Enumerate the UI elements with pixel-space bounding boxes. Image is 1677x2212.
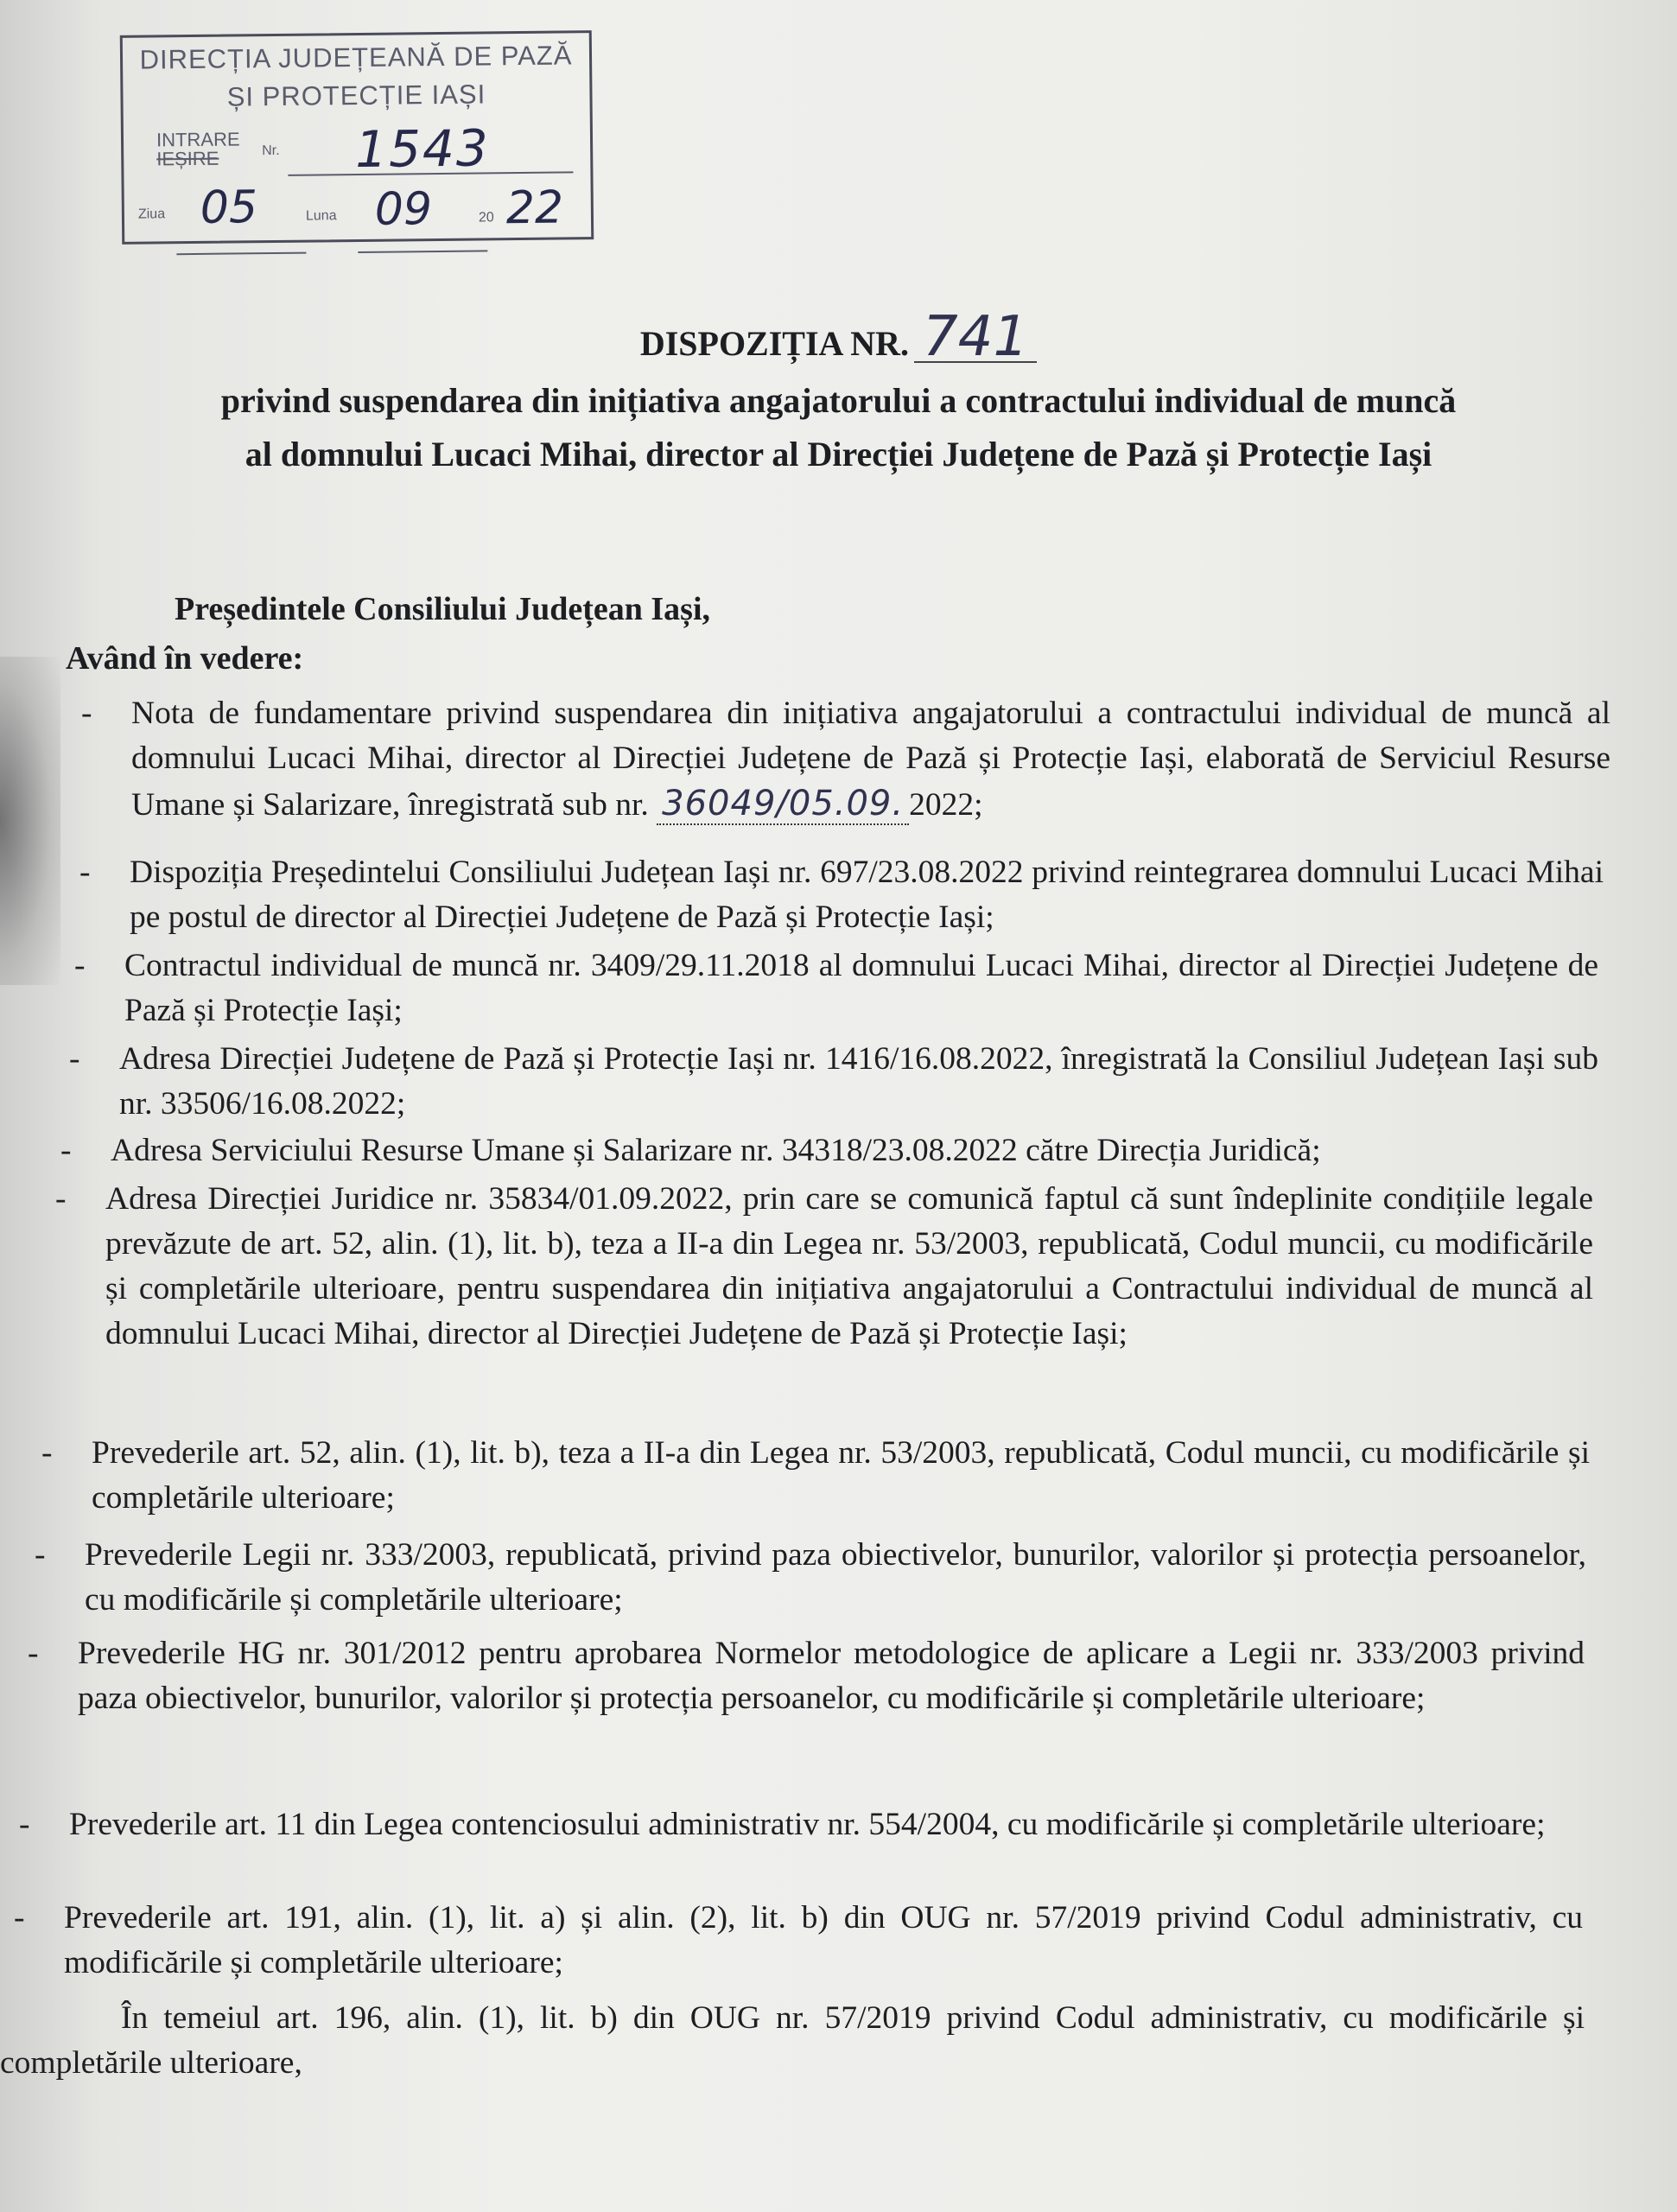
list-item-text: Prevederile art. 11 din Legea contenciosului administrativ nr. 554/2004, cu modificările și completările ulterioare; — [69, 1807, 1546, 1842]
list-dash: - — [55, 1181, 67, 1217]
handwritten-registration-number: 36049/05.09. — [657, 784, 909, 825]
registration-stamp — [120, 30, 594, 245]
title-subject-line1: privind suspendarea din inițiativa angajatorului a contractului individual de muncă — [220, 381, 1457, 420]
stamp-intrare-label: INTRARE — [156, 128, 240, 151]
list-item-text: Prevederile art. 191, alin. (1), lit. a) și alin. (2), lit. b) din OUG nr. 57/2019 privind Codul administrativ, cu modificările și completările ulterioare; — [64, 1900, 1583, 1980]
list-item — [14, 1896, 1583, 1986]
list-item — [35, 1533, 1586, 1623]
stamp-month-label: Luna — [305, 208, 337, 224]
title-subject-line2: al domnului Lucaci Mihai, director al Direcției Județene de Pază și Protecție Iași — [245, 435, 1432, 474]
list-item-text: Prevederile art. 52, alin. (1), lit. b), teza a II-a din Legea nr. 53/2003, republicată, Codul muncii, cu modificările și completările ulterioare; — [92, 1435, 1590, 1516]
president-heading: Președintele Consiliului Județean Iași, — [175, 591, 711, 627]
list-item-text: Contractul individual de muncă nr. 3409/29.11.2018 al domnului Lucaci Mihai, director al Direcției Județene de Pază și Protecție Iași; — [124, 948, 1598, 1028]
list-dash: - — [14, 1900, 25, 1936]
title-label: DISPOZIȚIA NR. — [639, 324, 910, 363]
list-item-text: Adresa Direcției Juridice nr. 35834/01.09.2022, prin care se comunică faptul că sunt îndeplinite condițiile legale prevăzute de art. 52, alin. (1), lit. b), teza a II-a din Legea nr. 53/2003, republicată, Codul muncii, cu modificările și completările ulterioare, pentru suspendarea din inițiativa angajatorului a Contractului individual de muncă al domnului Lucaci Mihai, director al Direcției Județene de Pază și Protecție Iași; — [105, 1181, 1593, 1351]
list-item — [79, 850, 1604, 940]
stamp-direction — [156, 130, 240, 168]
list-dash: - — [41, 1435, 53, 1471]
stamp-registration-number: 1543 — [354, 118, 491, 180]
list-item-text: Adresa Serviciului Resurse Umane și Salarizare nr. 34318/23.08.2022 către Direcția Juridică; — [111, 1133, 1321, 1168]
list-dash: - — [35, 1537, 46, 1573]
list-dash: - — [81, 696, 92, 731]
list-item — [74, 944, 1598, 1033]
list-item-text: Dispoziția Președintelui Consiliului Județean Iași nr. 697/23.08.2022 privind reintegrarea domnului Lucaci Mihai pe postul de director al Direcției Județene de Pază și Protecție Iași; — [130, 855, 1604, 935]
list-dash: - — [60, 1133, 72, 1168]
page-shadow — [0, 657, 60, 985]
disposition-number: 741 — [914, 313, 1037, 363]
list-item — [69, 1037, 1598, 1127]
list-dash: - — [69, 1041, 80, 1077]
stamp-month-value: 09 — [374, 183, 433, 236]
list-item-text: Prevederile Legii nr. 333/2003, republicată, privind paza obiectivelor, bunurilor, valorilor și protecția persoanelor, cu modificările și completările ulterioare; — [85, 1537, 1586, 1618]
list-item-text: Nota de fundamentare privind suspendarea din inițiativa angajatorului a contractului individual de muncă al domnului Lucaci Mihai, director al Direcției Județene de Pază și Protecție Iași, elaborată de Serviciul Resurse Umane și Salarizare, înregistrată sub nr. — [131, 696, 1610, 823]
stamp-institution-line1: DIRECȚIA JUDEȚEANĂ DE PAZĂ — [139, 40, 573, 75]
stamp-iesire-label: IEȘIRE — [156, 147, 219, 170]
stamp-year-prefix: 20 — [478, 210, 494, 226]
document-title — [0, 305, 1677, 369]
list-dash: - — [19, 1807, 30, 1842]
considering-heading: Având în vedere: — [66, 640, 304, 677]
list-item-text: Adresa Direcției Județene de Pază și Protecție Iași nr. 1416/16.08.2022, înregistrată la Consiliul Județean Iași sub nr. 33506/16.08.2022; — [119, 1041, 1598, 1122]
list-item — [28, 1631, 1585, 1721]
list-item — [60, 1128, 1597, 1173]
list-item-text-end: 2022; — [909, 787, 983, 823]
list-item — [81, 691, 1610, 828]
list-dash: - — [28, 1636, 39, 1671]
list-dash: - — [74, 948, 86, 983]
list-dash: - — [79, 855, 91, 890]
closing-paragraph: În temeiul art. 196, alin. (1), lit. b) din OUG nr. 57/2019 privind Codul administrativ, cu modificările și completările ulterioare, — [0, 2000, 1585, 2081]
stamp-day-label: Ziua — [137, 207, 166, 222]
list-item — [55, 1177, 1593, 1357]
list-item — [19, 1802, 1583, 1847]
stamp-institution-line2: ȘI PROTECȚIE IAȘI — [226, 79, 486, 112]
stamp-nr-label: Nr. — [262, 143, 280, 159]
stamp-year-value: 22 — [505, 181, 564, 235]
stamp-day-value: 05 — [200, 181, 258, 234]
list-item — [41, 1431, 1590, 1521]
list-item-text: Prevederile HG nr. 301/2012 pentru aprobarea Normelor metodologice de aplicare a Legii nr. 333/2003 privind paza obiectivelor, bunurilor, valorilor și protecția persoanelor, cu modificările și completările ulterioare; — [78, 1636, 1585, 1716]
